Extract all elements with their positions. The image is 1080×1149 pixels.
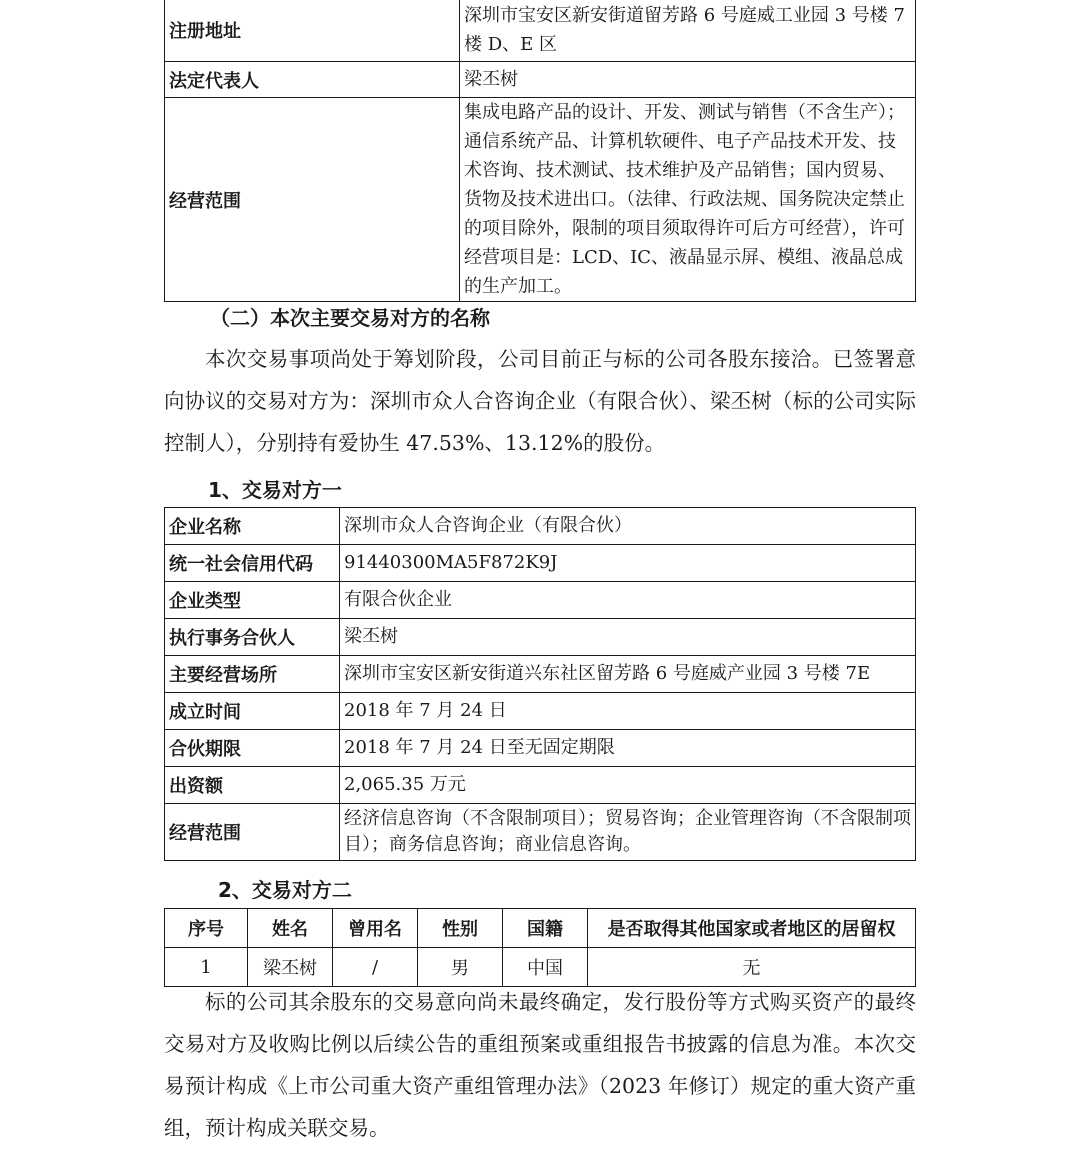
column-header: 国籍 — [503, 909, 588, 948]
field-label: 企业类型 — [165, 582, 340, 619]
table-header-row — [165, 909, 916, 948]
field-label: 成立时间 — [165, 693, 340, 730]
field-label: 法定代表人 — [165, 62, 460, 98]
table-row — [165, 545, 916, 582]
field-value: 2018 年 7 月 24 日 — [340, 693, 916, 730]
field-value: 梁丕树 — [340, 619, 916, 656]
counterparty2-table — [164, 908, 916, 987]
counterparty1-table — [164, 507, 916, 861]
column-header: 性别 — [418, 909, 503, 948]
field-value: 深圳市众人合咨询企业（有限合伙） — [340, 508, 916, 545]
table-cell: 无 — [588, 948, 916, 987]
table-cell: 男 — [418, 948, 503, 987]
table-row — [165, 582, 916, 619]
table-row — [165, 0, 916, 62]
field-label: 主要经营场所 — [165, 656, 340, 693]
field-value: 91440300MA5F872K9J — [340, 545, 916, 582]
counterparty1-heading: 1、交易对方一 — [208, 478, 342, 502]
field-value: 梁丕树 — [460, 62, 916, 98]
field-label: 企业名称 — [165, 508, 340, 545]
section-heading: （二）本次主要交易对方的名称 — [210, 306, 490, 330]
column-header: 是否取得其他国家或者地区的居留权 — [588, 909, 916, 948]
field-value: 深圳市宝安区新安街道兴东社区留芳路 6 号庭威产业园 3 号楼 7E — [340, 656, 916, 693]
table-cell: 梁丕树 — [248, 948, 333, 987]
field-label: 执行事务合伙人 — [165, 619, 340, 656]
table-row — [165, 619, 916, 656]
table-cell: / — [333, 948, 418, 987]
section-paragraph: 本次交易事项尚处于筹划阶段，公司目前正与标的公司各股东接洽。已签署意向协议的交易对方为：深圳市众人合咨询企业（有限合伙）、梁丕树（标的公司实际控制人），分别持有爱协生 47.53%、13.12%的股份。 — [164, 347, 916, 455]
field-label: 出资额 — [165, 767, 340, 804]
company-info-table — [164, 0, 916, 302]
table-row — [165, 656, 916, 693]
field-label: 合伙期限 — [165, 730, 340, 767]
field-value: 集成电路产品的设计、开发、测试与销售（不含生产）；通信系统产品、计算机软硬件、电子产品技术开发、技术咨询、技术测试、技术维护及产品销售；国内贸易、货物及技术进出口。（法律、行政法规、国务院决定禁止的项目除外，限制的项目须取得许可后方可经营），许可经营项目是：LCD、IC、液晶显示屏、模组、液晶总成的生产加工。 — [460, 98, 916, 302]
field-value: 经济信息咨询（不含限制项目）；贸易咨询；企业管理咨询（不含限制项目）；商务信息咨询；商业信息咨询。 — [340, 804, 916, 861]
table-row — [165, 804, 916, 861]
field-value: 2,065.35 万元 — [340, 767, 916, 804]
field-label: 统一社会信用代码 — [165, 545, 340, 582]
field-label: 注册地址 — [165, 0, 460, 62]
table-row — [165, 767, 916, 804]
table-row — [165, 730, 916, 767]
field-label: 经营范围 — [165, 98, 460, 302]
field-value: 2018 年 7 月 24 日至无固定期限 — [340, 730, 916, 767]
field-value: 有限合伙企业 — [340, 582, 916, 619]
table-cell: 中国 — [503, 948, 588, 987]
table-row — [165, 98, 916, 302]
field-value: 深圳市宝安区新安街道留芳路 6 号庭威工业园 3 号楼 7 楼 D、E 区 — [460, 0, 916, 62]
counterparty2-heading: 2、交易对方二 — [218, 878, 352, 902]
table-row — [165, 693, 916, 730]
column-header: 姓名 — [248, 909, 333, 948]
closing-paragraph: 标的公司其余股东的交易意向尚未最终确定，发行股份等方式购买资产的最终交易对方及收购比例以后续公告的重组预案或重组报告书披露的信息为准。本次交易预计构成《上市公司重大资产重组管理办法》（2023 年修订）规定的重大资产重组，预计构成关联交易。 — [164, 990, 916, 1140]
column-header: 序号 — [165, 909, 248, 948]
column-header: 曾用名 — [333, 909, 418, 948]
field-label: 经营范围 — [165, 804, 340, 861]
table-row — [165, 508, 916, 545]
table-cell: 1 — [165, 948, 248, 987]
table-row — [165, 62, 916, 98]
